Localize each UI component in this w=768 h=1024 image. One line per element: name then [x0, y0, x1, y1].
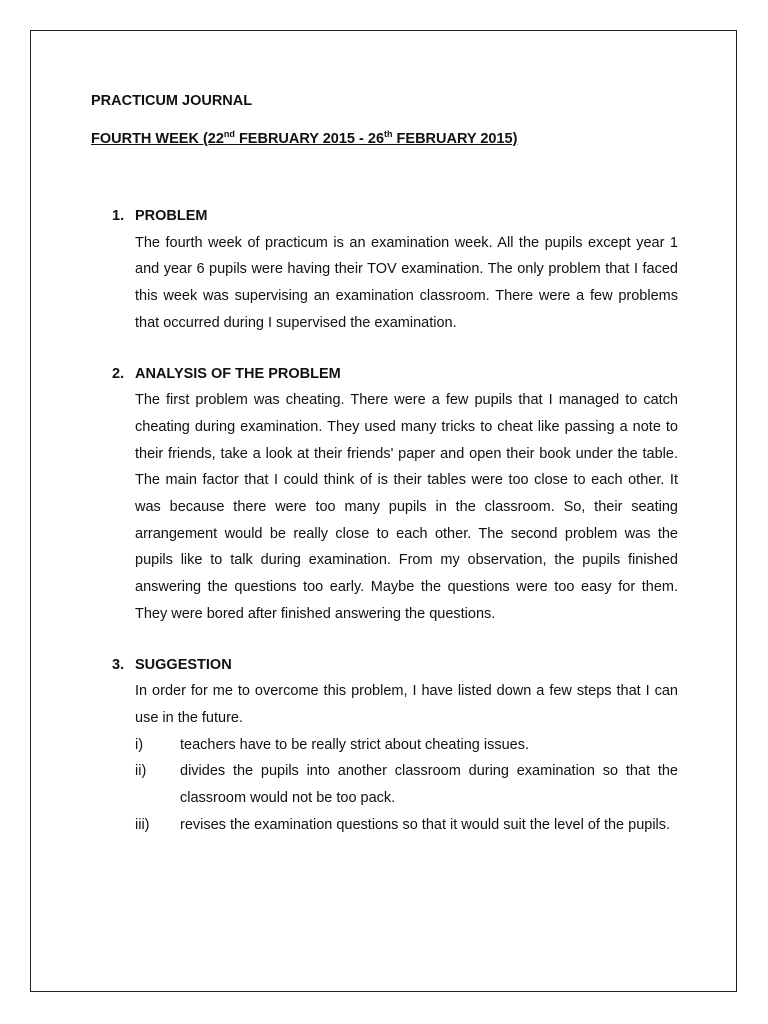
suggestion-step [135, 812, 678, 839]
week-heading-prefix: FOURTH WEEK (22 [91, 131, 224, 147]
week-heading-sup-start: nd [223, 129, 235, 139]
section-analysis [112, 361, 678, 628]
section-number: 1. [112, 208, 125, 224]
suggestion-step [135, 758, 678, 811]
suggestion-step [135, 732, 678, 759]
section-number: 3. [112, 656, 125, 673]
step-number: iii) [135, 816, 150, 833]
section-title: PROBLEM [135, 208, 208, 224]
step-text: revises the examination questions so that it would suit the level of the pupils. [180, 816, 671, 833]
step-text: divides the pupils into another classroom during examination so that the classroom would not be too pack. [180, 763, 678, 807]
step-text: teachers have to be really strict about cheating issues. [180, 736, 529, 753]
document-title: PRACTICUM JOURNAL [91, 93, 253, 109]
step-number: ii) [135, 763, 147, 780]
week-heading-middle: FEBRUARY 2015 - 26 [234, 131, 385, 147]
section-body: The first problem was cheating. There were a few pupils that I managed to catch cheating during examination. They used many tricks to cheat like passing a note to their friends, take a look at their friends' paper and open their book under the table. The main factor that I could think of is their tables were too close to each other. It was because there were too many pupils in the classroom. So, their seating arrangement would be really close to each other. The second problem was the pupils like to talk during examination. From my observation, the pupils finished answering the questions too early. Maybe the questions were too easy for them. They were bored after finished answering the questions. [135, 392, 678, 622]
step-number: i) [135, 736, 144, 753]
section-body: In order for me to overcome this problem, I have listed down a few steps that I can use in the future. [135, 683, 678, 726]
section-body: The fourth week of practicum is an examination week. All the pupils except year 1 and year 6 pupils were having their TOV examination. The only problem that I faced this week was supervising an examination classroom. There were a few problems that occurred during I supervised the examination. [135, 234, 678, 331]
week-heading-suffix: FEBRUARY 2015) [392, 131, 518, 147]
section-title: ANALYSIS OF THE PROBLEM [135, 365, 341, 382]
section-title: SUGGESTION [135, 656, 232, 673]
section-suggestion [112, 652, 678, 839]
section-number: 2. [112, 365, 125, 382]
section-problem [112, 203, 678, 337]
journal-content [91, 88, 678, 838]
week-heading-sup-end: th [384, 129, 393, 139]
week-heading [91, 126, 678, 152]
